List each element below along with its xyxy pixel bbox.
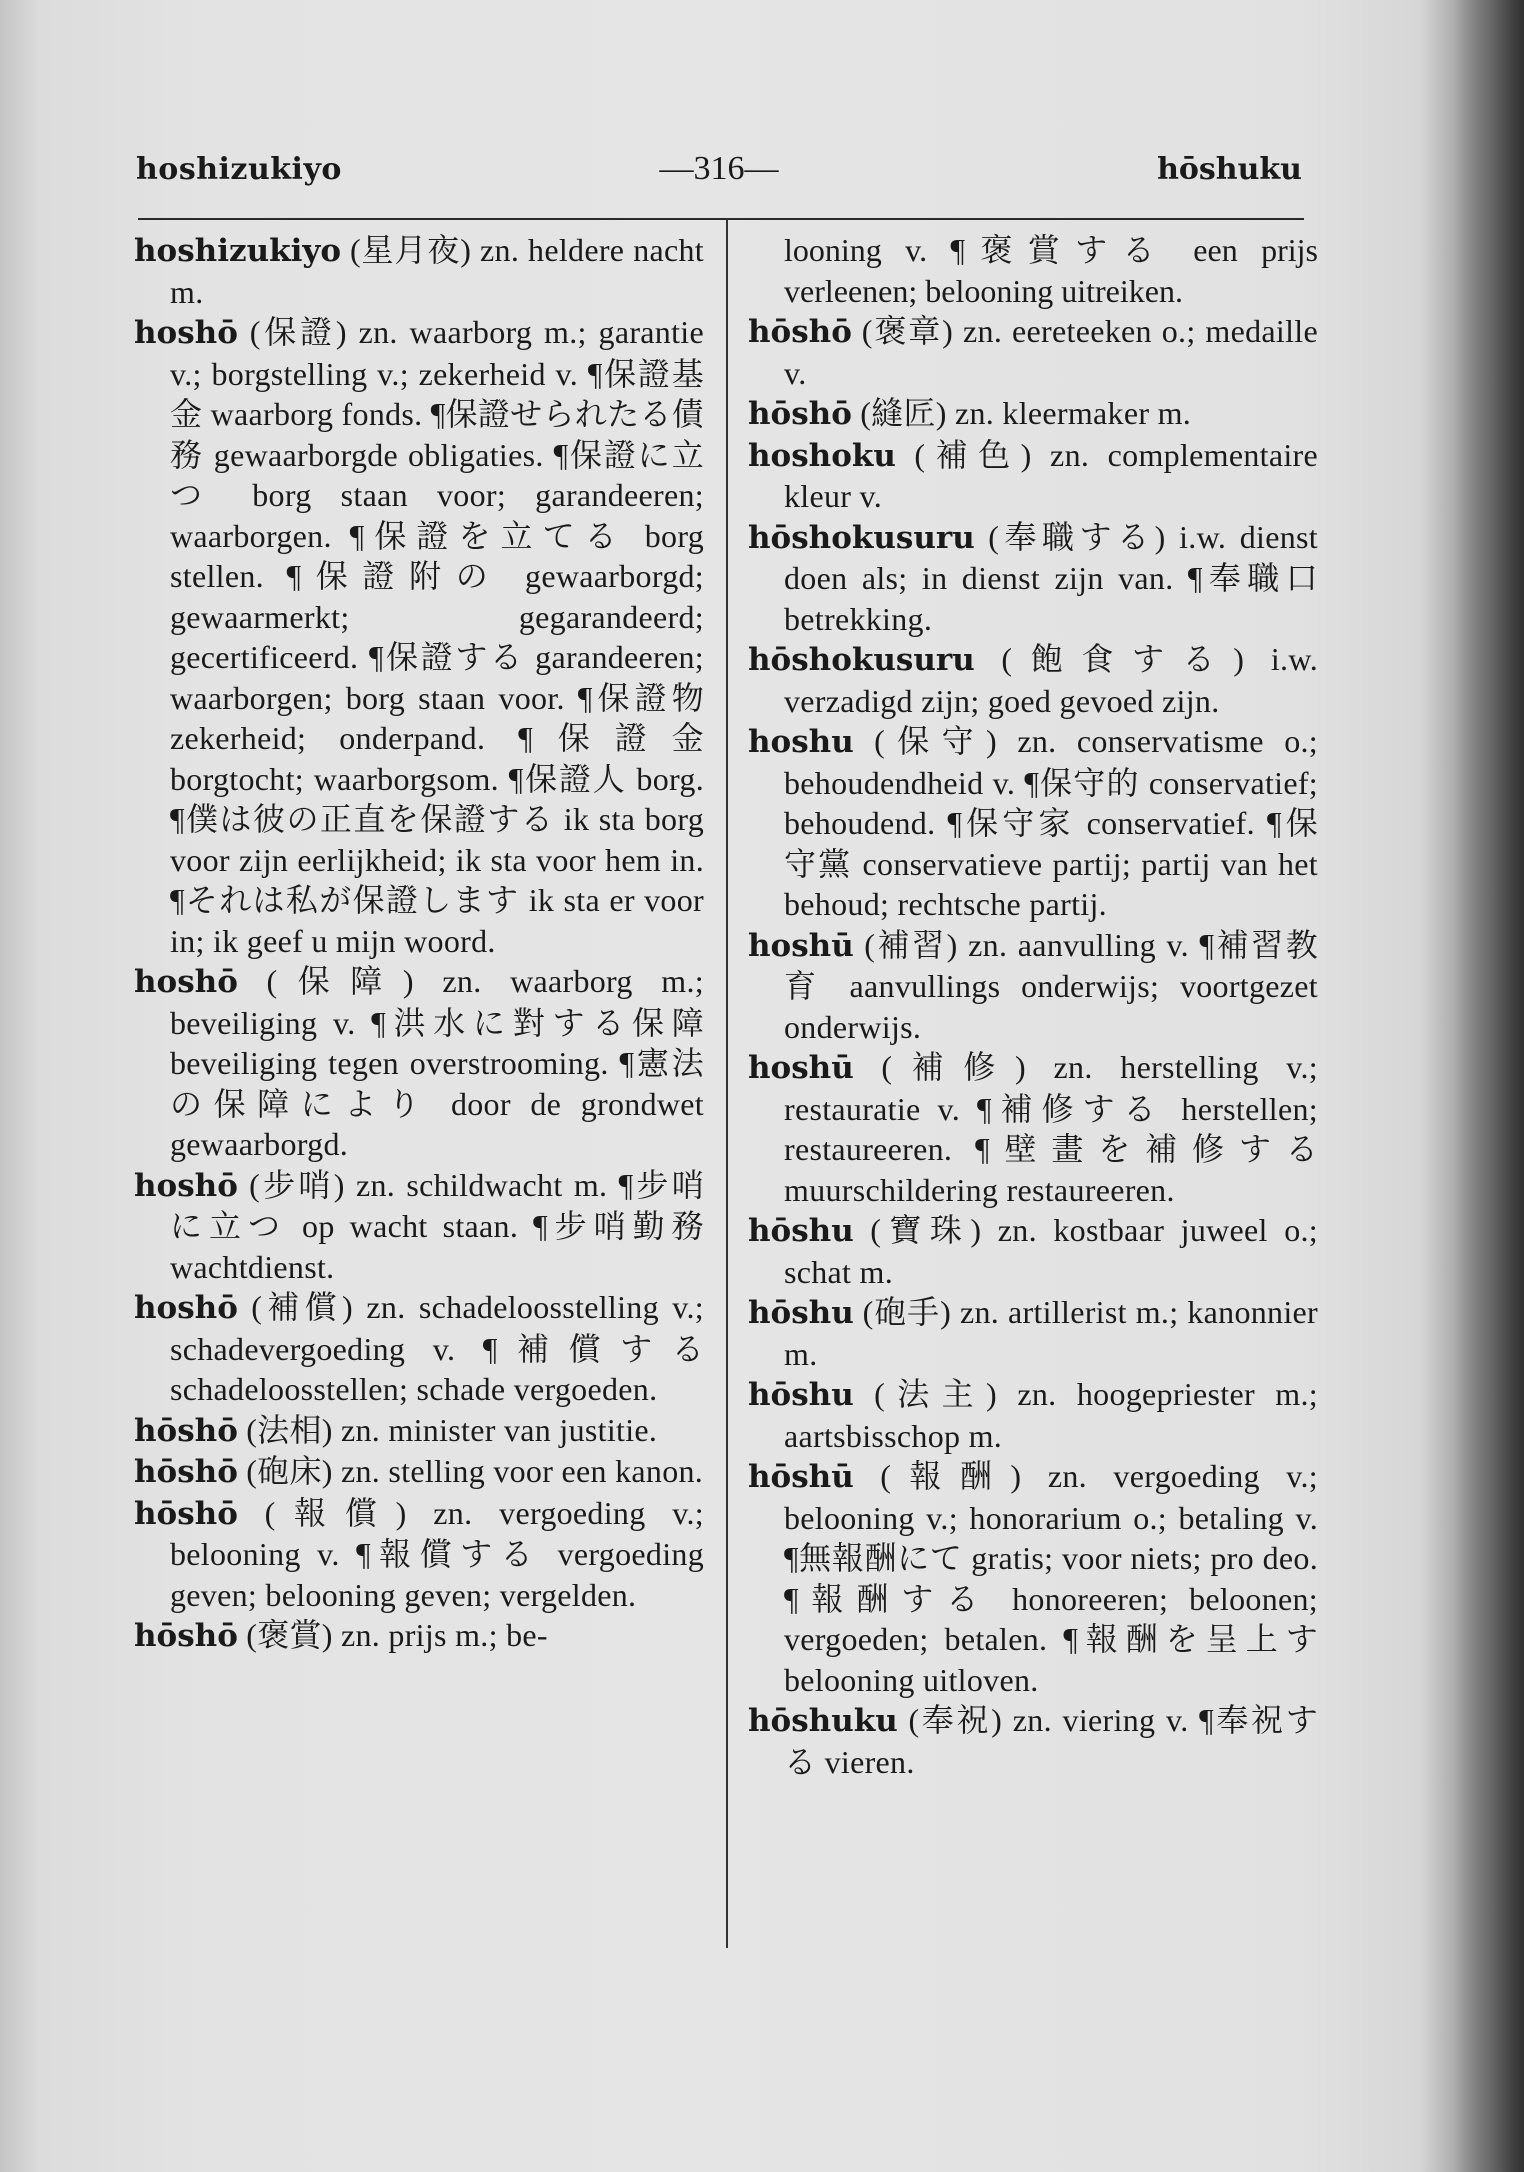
dictionary-entry [748, 925, 1318, 1048]
left-guide-word: hoshizukiyo [136, 152, 342, 187]
dictionary-entry [134, 312, 704, 961]
entry-body: (補色) zn. complementaire kleur v. [784, 436, 1318, 514]
binding-shadow [1454, 0, 1524, 2172]
header-rule [138, 218, 1304, 220]
entry-headword: hoshō [134, 1290, 238, 1326]
entry-body: (飽食する) i.w. verzadigd zijn; goed gevoed zijn. [784, 641, 1318, 719]
dictionary-entry [134, 1493, 704, 1616]
entry-headword: hōshō [134, 1618, 238, 1654]
left-column [134, 230, 704, 1657]
entry-headword: hōshō [134, 1454, 238, 1490]
entry-headword: hōshu [748, 1377, 854, 1413]
entry-body: (保守) zn. conservatisme o.; behoudendheid v. ¶保守的 conservatief; behoudend. ¶保守家 conservatief. ¶保守黨 conservatieve partij; partij van het behoud; rechtsche partij. [784, 723, 1318, 922]
entry-body: (縫匠) zn. kleermaker m. [851, 395, 1192, 431]
entry-body: (砲手) zn. artillerist m.; kanonnier m. [784, 1294, 1318, 1372]
dictionary-entry [748, 1456, 1318, 1700]
dictionary-entry [134, 1410, 704, 1452]
entry-headword: hōshu [748, 1295, 854, 1331]
entry-headword: hoshō [134, 1167, 238, 1204]
entry-headword: hōshō [748, 314, 852, 350]
entry-headword: hōshuku [748, 1703, 898, 1739]
entry-headword: hoshoku [748, 437, 896, 474]
entry-headword: hoshū [748, 1050, 854, 1086]
dictionary-entry [134, 1165, 704, 1288]
right-guide-word: hōshuku [1157, 152, 1302, 187]
dictionary-entry [748, 311, 1318, 393]
page-number: —316— [659, 150, 779, 187]
entry-headword: hōshokusuru [748, 519, 975, 556]
dictionary-entry [134, 1287, 704, 1410]
entry-body: (砲床) zn. stelling voor een kanon. [237, 1453, 704, 1489]
dictionary-entry [748, 517, 1318, 640]
entry-body: (補習) zn. aanvulling v. ¶補習教育 aanvullings onderwijs; voortgezet onderwijs. [784, 926, 1318, 1045]
dictionary-entry [134, 1451, 704, 1493]
right-column [748, 230, 1318, 1782]
entry-body: (法相) zn. minister van justitie. [237, 1411, 658, 1448]
entry-body: (法主) zn. hoogepriester m.; aartsbisschop m. [784, 1376, 1318, 1454]
entry-headword: hoshō [134, 315, 238, 351]
entry-headword: hoshu [748, 724, 854, 760]
entry-headword: hoshū [748, 927, 854, 964]
dictionary-entry [748, 435, 1318, 517]
entry-body: (奉祝) zn. viering v. ¶奉祝する vieren. [784, 1702, 1318, 1780]
entry-body: (奉職する) i.w. dienst doen als; in dienst zijn van. ¶奉職口 betrekking. [784, 518, 1318, 637]
entry-body: (補修) zn. herstelling v.; restauratie v. ¶補修する herstellen; restaureeren. ¶壁畫を補修する muurschildering restaureeren. [784, 1049, 1318, 1208]
entry-body: (星月夜) zn. heldere nacht m. [170, 232, 704, 310]
dictionary-entry [134, 1615, 704, 1657]
page-header [136, 148, 1302, 198]
entry-headword: hōshō [134, 1412, 238, 1449]
entry-body: (報償) zn. vergoeding v.; belooning v. ¶報償する vergoeding geven; belooning geven; vergelden. [170, 1494, 704, 1613]
entry-headword: hōshokusuru [748, 642, 975, 678]
entry-headword: hōshū [748, 1459, 854, 1495]
entry-body: (保障) zn. waarborg m.; beveiliging v. ¶洪水に對する保障 beveiliging tegen overstrooming. ¶憲法の保障により door de grondwet gewaarborgd. [170, 963, 704, 1162]
entry-headword: hoshō [134, 964, 238, 1000]
dictionary-entry [748, 1292, 1318, 1374]
entry-headword: hōshu [748, 1213, 854, 1249]
dictionary-entry [748, 1700, 1318, 1782]
entry-headword: hoshizukiyo [134, 233, 342, 269]
entry-body: (保證) zn. waarborg m.; garantie v.; borgstelling v.; zekerheid v. ¶保證基金 waarborg fonds. ¶保證せられたる債務 gewaarborgde obligaties. ¶保證に立つ borg staan voor; garandeeren; waarborgen. ¶保證を立てる borg stellen. ¶保證附の gewaarborgd; gewaarmerkt; gegarandeerd; gecertificeerd. ¶保證する garandeeren; waarborgen; borg staan voor. ¶保證物 zekerheid; onderpand. ¶保證金 borgtocht; waarborgsom. ¶保證人 borg. ¶僕は彼の正直を保證する ik sta borg voor zijn eerlijkheid; ik sta voor hem in. ¶それは私が保證します ik sta er voor in; ik geef u mijn woord. [170, 314, 704, 959]
entry-headword: hōshō [134, 1495, 238, 1532]
dictionary-entry [134, 961, 704, 1165]
dictionary-entry [748, 1210, 1318, 1292]
entry-continuation: looning v. ¶褒賞する een prijs verleenen; belooning uitreiken. [784, 232, 1318, 309]
column-divider [726, 218, 728, 1948]
dictionary-entry [748, 1374, 1318, 1456]
dictionary-entry [748, 639, 1318, 721]
entry-body: (步哨) zn. schildwacht m. ¶步哨に立つ op wacht staan. ¶步哨勤務 wachtdienst. [170, 1166, 704, 1285]
entry-body: (補償) zn. schadeloosstelling v.; schadevergoeding v. ¶補償する schadeloosstellen; schade vergoeden. [170, 1289, 704, 1407]
entry-body: (褒賞) zn. prijs m.; be- [237, 1617, 548, 1653]
dictionary-entry [134, 230, 704, 312]
entry-body: (褒章) zn. eereteeken o.; medaille v. [784, 313, 1318, 391]
dictionary-entry [748, 393, 1318, 435]
entry-body: (報酬) zn. vergoeding v.; belooning v.; honorarium o.; betaling v. ¶無報酬にて gratis; voor niets; pro deo. ¶報酬する honoreeren; beloonen; vergoeden; betalen. ¶報酬を呈上す belooning uitloven. [784, 1458, 1318, 1698]
entry-body: (寶珠) zn. kostbaar juweel o.; schat m. [784, 1212, 1318, 1290]
dictionary-entry [748, 721, 1318, 925]
entry-headword: hōshō [748, 396, 852, 432]
dictionary-entry [748, 1047, 1318, 1210]
